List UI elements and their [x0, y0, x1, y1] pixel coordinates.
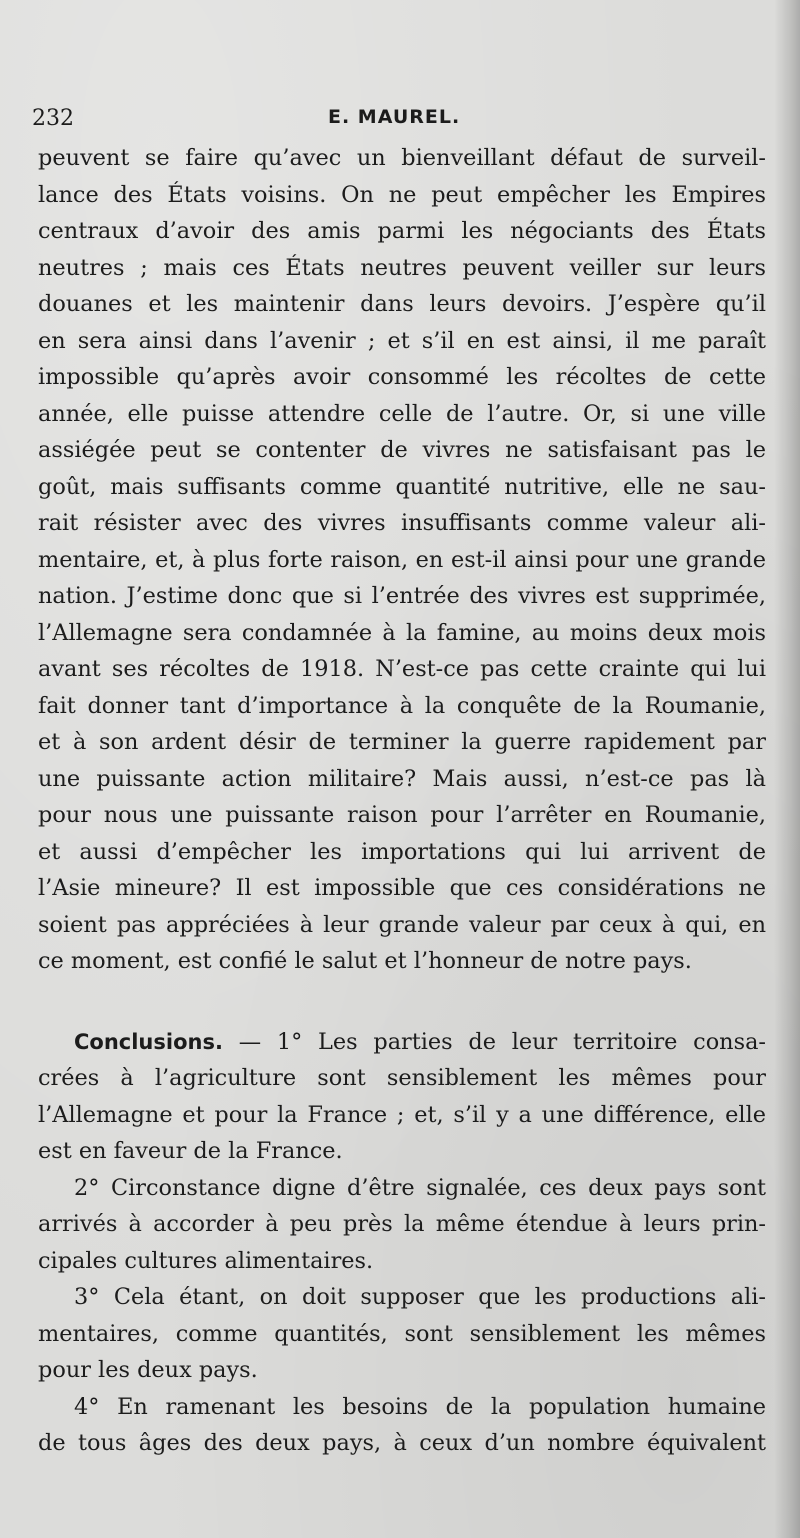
- conclusions-point-4: 4° En ramenant les besoins de la population humaine: [74, 1393, 766, 1420]
- text-line: ce moment, est confié le salut et l’honneur de notre pays.: [38, 948, 692, 974]
- text-line: fait donner tant d’importance à la conquête de la Roumanie,: [38, 692, 766, 719]
- text-line: lance des États voisins. On ne peut empêcher les Empires: [38, 181, 766, 208]
- running-head: [32, 100, 766, 140]
- page-number: 232: [32, 106, 74, 131]
- text-line: de tous âges des deux pays, à ceux d’un nombre équivalent: [38, 1430, 766, 1456]
- conclusions-point-3: 3° Cela étant, on doit supposer que les productions ali-: [74, 1284, 766, 1310]
- text-line: assiégée peut se contenter de vivres ne satisfaisant pas le: [38, 437, 766, 463]
- text-line: mentaires, comme quantités, sont sensiblement les mêmes: [38, 1320, 766, 1347]
- text-line: mentaire, et, à plus forte raison, en est-il ainsi pour une grande: [38, 546, 766, 573]
- text-line: douanes et les maintenir dans leurs devoirs. J’espère qu’il: [38, 291, 766, 317]
- text-line: crées à l’agriculture sont sensiblement les mêmes pour: [38, 1065, 766, 1091]
- text-line: nation. J’estime donc que si l’entrée des vivres est supprimée,: [38, 583, 766, 609]
- text-line: en sera ainsi dans l’avenir ; et s’il en est ainsi, il me paraît: [38, 327, 766, 354]
- text-line: une puissante action militaire? Mais aussi, n’est-ce pas là: [38, 765, 766, 792]
- body-paragraph: [38, 140, 766, 980]
- text-line: peuvent se faire qu’avec un bienveillant défaut de surveil-: [38, 145, 766, 171]
- text-line: l’Allemagne et pour la France ; et, s’il y a une différence, elle: [38, 1101, 766, 1128]
- text-line: cipales cultures alimentaires.: [38, 1247, 374, 1274]
- book-page: [32, 100, 766, 1462]
- text-line: centraux d’avoir des amis parmi les négociants des États: [38, 218, 766, 244]
- page-edge-shadow: [774, 0, 800, 1538]
- text-line: est en faveur de la France.: [38, 1138, 343, 1164]
- section-gap: [38, 980, 766, 1024]
- text-line: et à son ardent désir de terminer la guerre rapidement par: [38, 729, 766, 755]
- text-line: goût, mais suffisants comme quantité nutritive, elle ne sau-: [38, 473, 766, 500]
- text-line: rait résister avec des vivres insuffisants comme valeur ali-: [38, 510, 766, 536]
- text-line: soient pas appréciées à leur grande valeur par ceux à qui, en: [38, 911, 766, 938]
- text-line: l’Allemagne sera condamnée à la famine, au moins deux mois: [38, 619, 766, 646]
- text-line: arrivés à accorder à peu près la même étendue à leurs prin-: [38, 1211, 766, 1237]
- text-line: avant ses récoltes de 1918. N’est-ce pas cette crainte qui lui: [38, 656, 766, 682]
- text-line: pour nous une puissante raison pour l’arrêter en Roumanie,: [38, 802, 766, 828]
- text-line: neutres ; mais ces États neutres peuvent veiller sur leurs: [38, 254, 766, 281]
- text-line: pour les deux pays.: [38, 1357, 258, 1383]
- conclusions-section: [38, 1024, 766, 1462]
- conclusions-first-line: [38, 1024, 766, 1061]
- text-line: année, elle puisse attendre celle de l’autre. Or, si une ville: [38, 400, 766, 427]
- text-line: et aussi d’empêcher les importations qui lui arrivent de: [38, 838, 766, 865]
- conclusions-point-1-start: — 1° Les parties de leur territoire consa-: [222, 1028, 766, 1055]
- running-title: E. MAUREL.: [328, 106, 461, 128]
- conclusions-heading: Conclusions.: [74, 1029, 223, 1054]
- conclusions-point-2: 2° Circonstance digne d’être signalée, ces deux pays sont: [74, 1174, 766, 1201]
- text-line: l’Asie mineure? Il est impossible que ces considérations ne: [38, 875, 766, 901]
- text-line: impossible qu’après avoir consommé les récoltes de cette: [38, 364, 766, 390]
